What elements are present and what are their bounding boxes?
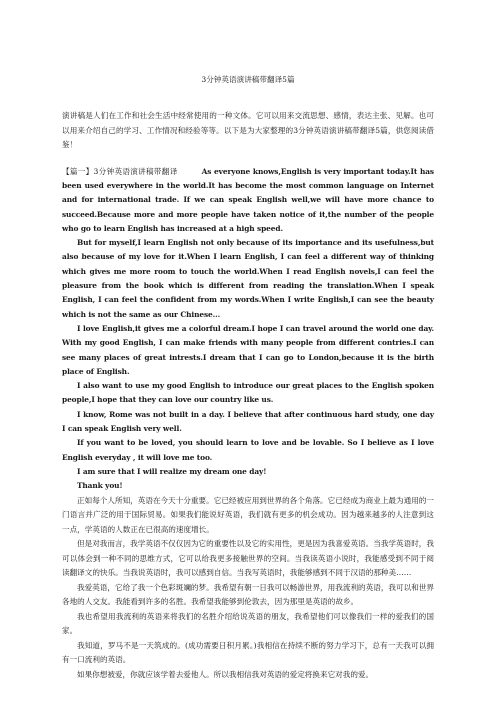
zh-paragraph-2: 但是对我而言，我学英语不仅仅因为它的重要性以及它的实用性，更是因为我喜爱英语。当我学英语时，我可以体会到一种不同的思维方式，它可以给我更多接触世界的空间。当我读英语小说时，我能感受到不同于阅读翻译文的快乐。当我说英语时，我可以感到自信。当我写英语时，我能够感到不同于汉语的那种美…… [62,539,434,578]
en-paragraph-2: But for myself,I learn English not only because of its importance and its usefulness,but also because of my love for it.When I learn English, I can feel a different way of thinking which gives me more room to touch the world.When I read English novels,I can feel the pleasure from the book which is different from reading the translation.When I speak English, I can feel the confident from my words.When I write English,I can see the beauty which is not the same as our Chinese... [62,238,434,319]
en-paragraph-1: As everyone knows,English is very important today.It has been used everywhere in the world.It has become the most common language on Internet and for international trade. If we can speak English well,we will have more chance to succeed.Because more and more people have taken notice of it,the number of the people who go to learn English has increased at a high speed. [62,166,434,233]
section-1-first-paragraph [62,165,434,237]
zh-paragraph-3: 我爱英语，它给了我一个色彩斑斓的梦。我希望有朝一日我可以畅游世界，用我流利的英语，我可以和世界各地的人交友。我能看到许多的名胜。我希望我能够到伦敦去，因为那里是英语的故乡。 [62,582,434,607]
zh-paragraph-1: 正如每个人所知，英语在今天十分重要。它已经被应用到世界的各个角落。它已经成为商业上最为通用的一门语言并广泛的用于国际贸易。如果我们能说好英语，我们就有更多的机会成功。因为越来越多的人注意到这一点，学英语的人数正在已很高的速度增长。 [62,495,434,534]
en-paragraph-5: I know, Rome was not built in a day. I believe that after continuous hard study, one day I can speak English very well. [62,409,434,434]
zh-paragraph-4: 我也希望用我流利的英语来将我们的名胜介绍给说英语的朋友，我希望他们可以像我们一样的爱我们的国家。 [62,611,434,636]
zh-paragraph-5: 我知道，罗马不是一天筑成的。(成功需要日积月累。)我相信在持续不断的努力学习下，总有一天我可以拥有一口流利的英语。 [62,640,434,665]
section-1-label: 【篇一】3分钟英语演讲稿带翻译 [62,166,178,176]
en-paragraph-3: I love English,it gives me a colorful dream.I hope I can travel around the world one day. With my good English, I can make friends with many people from different contries.I can see many places of great intrests.I dream that I can go to London,because it is the birth place of English. [62,323,434,376]
zh-paragraph-6: 如果你想被爱，你就应该学着去爱他人。所以我相信我对英语的爱定将换来它对我的爱。 [77,669,374,679]
en-paragraph-6: If you want to be loved, you should learn to love and be lovable. So I believe as I love English everyday , it will love me too. [62,438,434,462]
en-paragraph-8: Thank you! [77,481,123,491]
document-title: 3分钟英语演讲稿带翻译5篇 [201,75,295,84]
en-paragraph-7: I am sure that I will realize my dream one day! [77,466,267,476]
en-paragraph-4: I also want to use my good English to introduce our great places to the English spoken people,I hope that they can love our country like us. [62,381,434,405]
intro-paragraph: 演讲稿是人们在工作和社会生活中经常使用的一种文体。它可以用来交流思想、感情，表达主张、见解。也可以用来介绍自己的学习、工作情况和经验等等。以下是为大家整理的3分钟英语演讲稿带翻译5篇，供您阅读借鉴！ [62,111,434,149]
